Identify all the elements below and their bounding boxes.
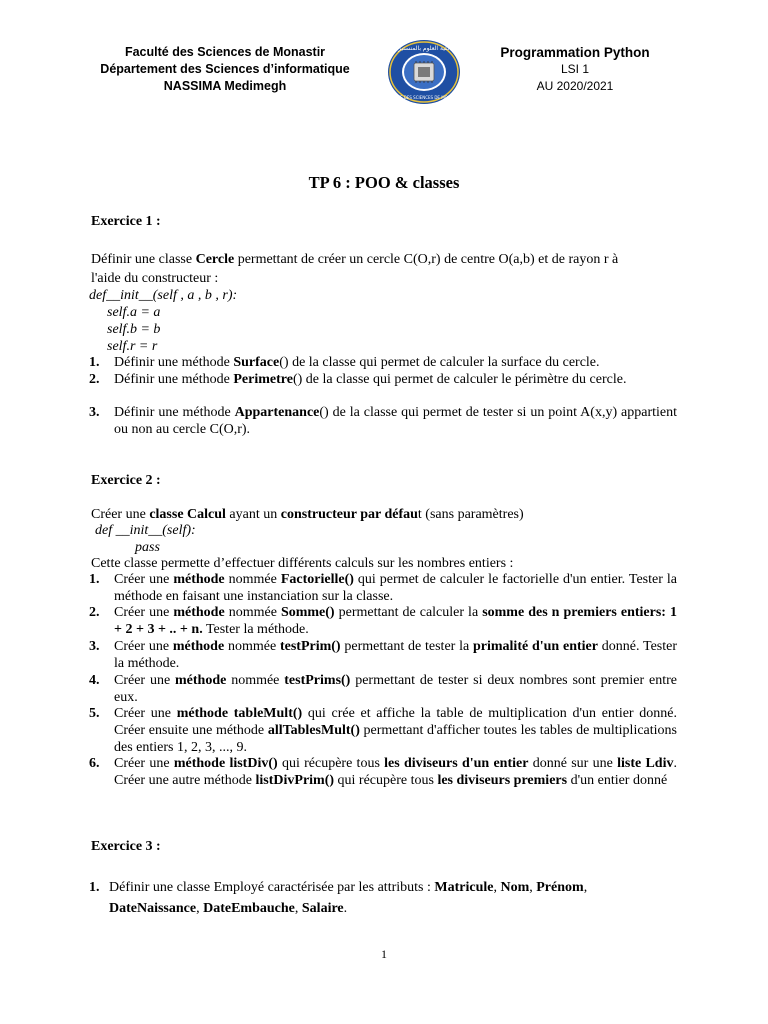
faculty-logo — [386, 39, 462, 105]
exercise-2-description: Cette classe permette d’effectuer différents calculs sur les nombres entiers : — [91, 556, 514, 571]
code-line: self.a = a — [107, 305, 161, 320]
code-line: self.b = b — [107, 322, 161, 337]
exercise-3-heading: Exercice 3 : — [91, 839, 161, 854]
exercise-2-item-4: 4. Créer une méthode nommée testPrims() permettant de tester si deux nombres sont premier entre eux. — [89, 673, 677, 705]
class-label: LSI 1 — [560, 62, 590, 76]
constructor-def: def __init__(self): — [95, 523, 196, 538]
exercise-1-intro: Définir une classe Cercle permettant de créer un cercle C(O,r) de centre O(a,b) et de rayon r à — [91, 252, 619, 267]
exercise-1-item-2: 2. Définir une méthode Perimetre() de la classe qui permet de calculer le périmètre du cercle. — [89, 372, 627, 387]
course-block — [470, 44, 680, 95]
svg-text:كلية العلوم بالمنستير: كلية العلوم بالمنستير — [398, 45, 450, 52]
author-name: NASSIMA Medimegh — [163, 79, 287, 93]
institution-block — [60, 44, 390, 95]
exercise-1-item-1: 1. Définir une méthode Surface() de la classe qui permet de calculer la surface du cercle. — [89, 355, 600, 370]
code-line: pass — [135, 540, 160, 555]
code-line: self.r = r — [107, 339, 158, 354]
document-title: TP 6 : POO & classes — [308, 173, 460, 192]
exercise-2-heading: Exercice 2 : — [91, 473, 161, 488]
exercise-2-item-6: 6. Créer une méthode listDiv() qui récupère tous les diviseurs d'un entier donné sur une liste Ldiv. Créer une autre méthode listDivPrim() qui récupère tous les diviseurs premiers d'un entier donné — [89, 756, 677, 788]
exercise-2-item-3: 3. Créer une méthode nommée testPrim() permettant de tester la primalité d'un entier donné. Tester la méthode. — [89, 639, 678, 671]
department-name: Département des Sciences d’informatique — [100, 62, 350, 76]
exercise-3-item-1: 1. Définir une classe Employé caractérisée par les attributs : Matricule, Nom, Prénom, DateNaissance, DateEmbauche, Salaire. — [89, 880, 588, 916]
exercise-1-item-3: 3. Définir une méthode Appartenance() de la classe qui permet de tester si un point A(x,y) appartient ou non au cercle C(O,r). — [89, 405, 677, 437]
exercise-1-heading: Exercice 1 : — [91, 214, 161, 229]
faculty-name: Faculté des Sciences de Monastir — [124, 45, 326, 59]
constructor-def: def__init__(self , a , b , r): — [89, 288, 238, 303]
exercise-2-item-1: 1. Créer une méthode nommée Factorielle() qui permet de calculer le factorielle d'un entier. Tester la méthode en faisant une instanciation sur la classe. — [89, 572, 677, 604]
exercise-2-intro: Créer une classe Calcul ayant un constructeur par défaut (sans paramètres) — [91, 507, 524, 522]
svg-text:FACULTE DES SCIENCES DE MONAST: FACULTE DES SCIENCES DE MONASTIR — [386, 95, 462, 100]
exercise-2-item-2: 2. Créer une méthode nommée Somme() permettant de calculer la somme des n premiers entiers: 1 + 2 + 3 + .. + n. Tester la méthode. — [89, 605, 677, 637]
page-number: 1 — [381, 947, 387, 961]
exercise-1-intro-line2: l'aide du constructeur : — [91, 271, 219, 286]
course-title: Programmation Python — [500, 45, 650, 60]
academic-year: AU 2020/2021 — [536, 79, 614, 93]
exercise-2-item-5: 5. Créer une méthode tableMult() qui crée et affiche la table de multiplication d'un entier donné. Créer ensuite une méthode allTablesMult() permettant d'afficher toutes les tables de multiplications des entiers 1, 2, 3, ..., 9. — [89, 706, 677, 755]
